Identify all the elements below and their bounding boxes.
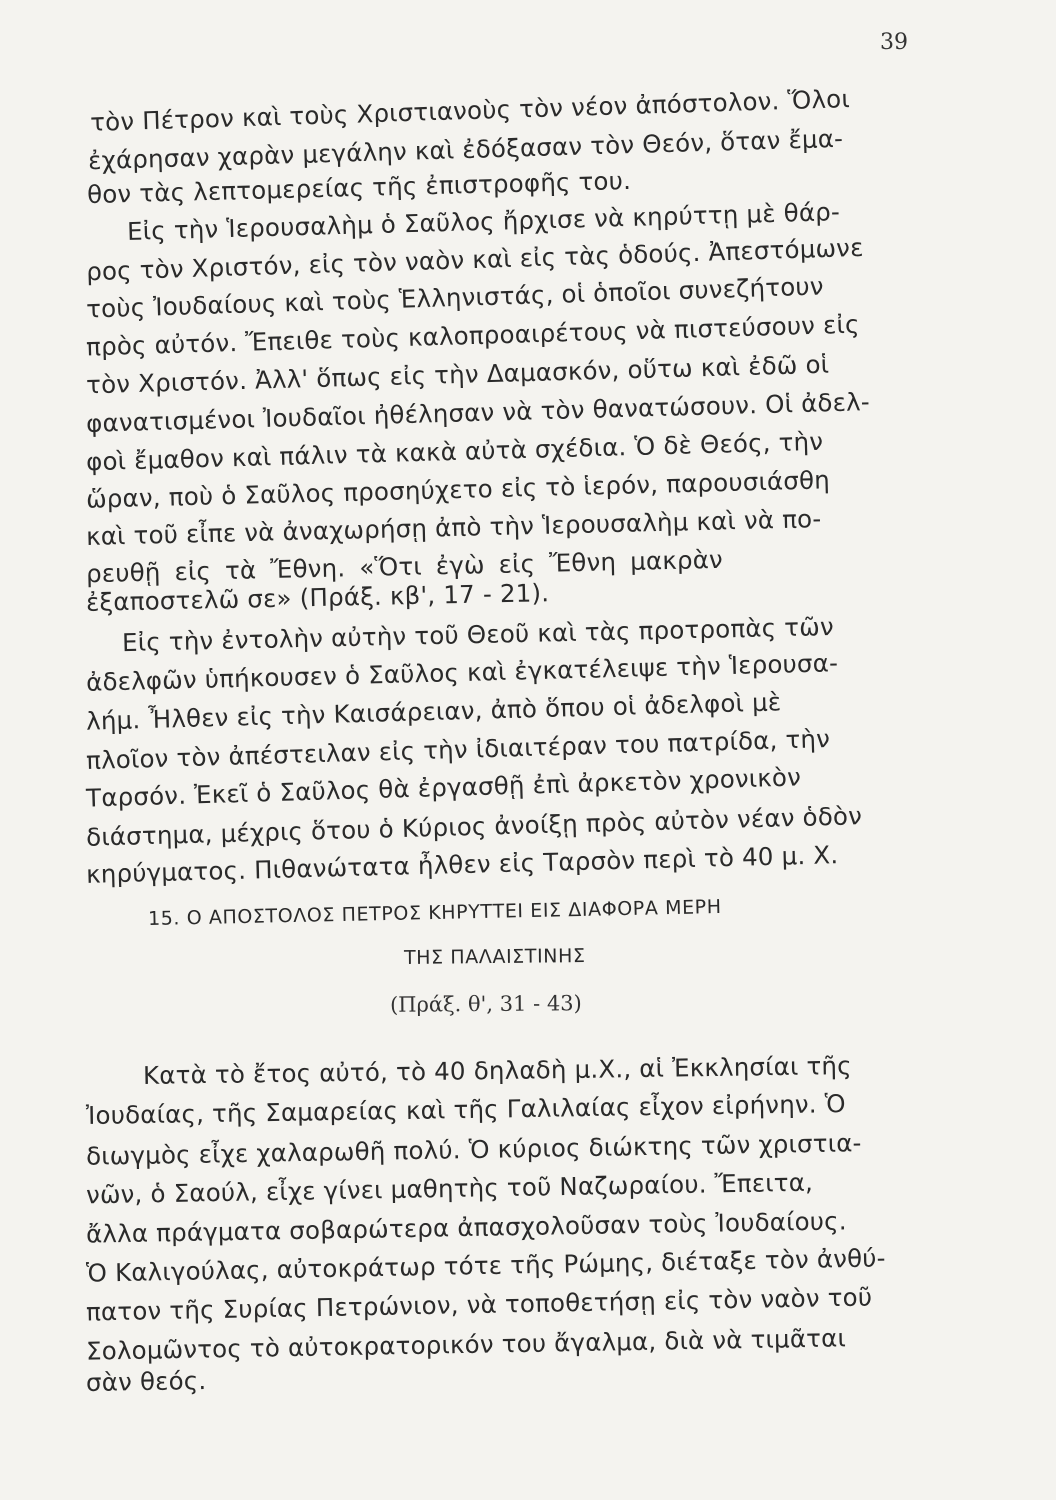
text-line: θον τὰς λεπτομερείας τῆς ἐπιστροφῆς του.: [86, 165, 632, 210]
text-line: σὰν θεός.: [85, 1366, 207, 1397]
text-line: νῶν, ὁ Σαούλ, εἶχε γίνει μαθητὴς τοῦ Ναζωραίου. Ἔπειτα,: [85, 1167, 814, 1210]
text-line: ἐξαποστελῶ σε» (Πράξ. κβ', 17 - 21).: [85, 578, 550, 617]
text-line: Σολομῶντος τὸ αὐτοκρατορικόν του ἄγαλμα, διὰ νὰ τιμᾶται: [85, 1323, 847, 1366]
text-line: ὥραν, ποὺ ὁ Σαῦλος προσηύχετο εἰς τὸ ἱερόν, παρουσιάσθη: [85, 465, 831, 514]
section-heading: 15. Ο ΑΠΟΣΤΟΛΟΣ ΠΕΤΡΟΣ ΚΗΡΥΤΤΕΙ ΕΙΣ ΔΙΑΦΟΡΑ ΜΕΡΗ: [147, 895, 722, 931]
text-line: καὶ τοῦ εἶπε νὰ ἀναχωρήσῃ ἀπὸ τὴν Ἱερουσαλὴμ καὶ νὰ πο-: [85, 504, 822, 551]
text-line: Ἰουδαίας, τῆς Σαμαρείας καὶ τῆς Γαλιλαίας εἶχον εἰρήνην. Ὁ: [85, 1089, 846, 1130]
text-line: διωγμὸς εἶχε χαλαρωθῆ πολύ. Ὁ κύριος διώκτης τῶν χριστια-: [85, 1128, 862, 1171]
text-line: ἐχάρησαν χαρὰν μεγάλην καὶ ἐδόξασαν τὸν Θεόν, ὅταν ἔμα-: [87, 123, 844, 176]
text-line: ρος τὸν Χριστόν, εἰς τὸν ναὸν καὶ εἰς τὰς ὁδούς. Ἀπεστόμωνε: [85, 232, 864, 287]
text-line: λήμ. Ἦλθεν εἰς τὴν Καισάρειαν, ἀπὸ ὅπου οἱ ἀδελφοὶ μὲ: [85, 687, 782, 736]
text-line: ἄλλα πράγματα σοβαρώτερα ἀπασχολοῦσαν τοὺς Ἰουδαίους.: [85, 1206, 847, 1249]
text-line: κηρύγματος. Πιθανώτατα ἦλθεν εἰς Ταρσὸν περὶ τὸ 40 μ. Χ.: [85, 840, 839, 889]
text-line: Εἰς τὴν Ἱερουσαλὴμ ὁ Σαῦλος ἤρχισε νὰ κηρύττῃ μὲ θάρ-: [126, 197, 841, 246]
text-line: ἀδελφῶν ὑπήκουσεν ὁ Σαῦλος καὶ ἐγκατέλειψε τὴν Ἱερουσα-: [85, 648, 839, 697]
text-line: Κατὰ τὸ ἔτος αὐτό, τὸ 40 δηλαδὴ μ.Χ., αἱ Ἐκκλησίαι τῆς: [142, 1051, 852, 1090]
text-line: πατον τῆς Συρίας Πετρώνιον, νὰ τοποθετήσῃ εἰς τὸν ναὸν τοῦ: [85, 1282, 873, 1327]
text-line: φοὶ ἔμαθον καὶ πάλιν τὰ κακὰ αὐτὰ σχέδια. Ὁ δὲ Θεός, τὴν: [85, 426, 824, 477]
text-line: Ὁ Καλιγούλας, αὐτοκράτωρ τότε τῆς Ρώμης, διέταξε τὸν ἀνθύ-: [85, 1243, 886, 1288]
text-line: τὸν Πέτρον καὶ τοὺς Χριστιανοὺς τὸν νέον ἀπόστολον. Ὅλοι: [89, 84, 851, 137]
text-line: ρευθῇ εἰς τὰ Ἔθνη. «Ὅτι ἐγὼ εἰς Ἔθνη μακρὰν: [85, 544, 724, 589]
text-line: πλοῖον τὸν ἀπέστειλαν εἰς τὴν ἰδιαιτέραν του πατρίδα, τὴν: [85, 723, 831, 776]
text-line: φανατισμένοι Ἰουδαῖοι ἠθέλησαν νὰ τὸν θανατώσουν. Οἱ ἀδελ-: [85, 387, 871, 438]
section-heading-subtitle: ΤΗΣ ΠΑΛΑΙΣΤΙΝΗΣ: [403, 945, 586, 969]
text-line: Ταρσόν. Ἐκεῖ ὁ Σαῦλος θὰ ἐργασθῇ ἐπὶ ἀρκετὸν χρονικὸν: [85, 762, 802, 813]
text-line: τὸν Χριστόν. Ἀλλ' ὅπως εἰς τὴν Δαμασκόν, οὕτω καὶ ἐδῶ οἱ: [85, 349, 830, 400]
section-reference: (Πράξ. θ', 31 - 43): [389, 991, 582, 1017]
page-number: 39: [880, 30, 908, 55]
text-line: πρὸς αὐτόν. Ἔπειθε τοὺς καλοπροαιρέτους νὰ πιστεύσουν εἰς: [85, 309, 860, 362]
text-line: Εἰς τὴν ἐντολὴν αὐτὴν τοῦ Θεοῦ καὶ τὰς προτροπὰς τῶν: [121, 611, 835, 658]
text-line: διάστημα, μέχρις ὅτου ὁ Κύριος ἀνοίξῃ πρὸς αὐτὸν νέαν ὁδὸν: [85, 801, 863, 852]
text-line: τοὺς Ἰουδαίους καὶ τοὺς Ἑλληνιστάς, οἱ ὁποῖοι συνεζήτουν: [85, 271, 825, 324]
